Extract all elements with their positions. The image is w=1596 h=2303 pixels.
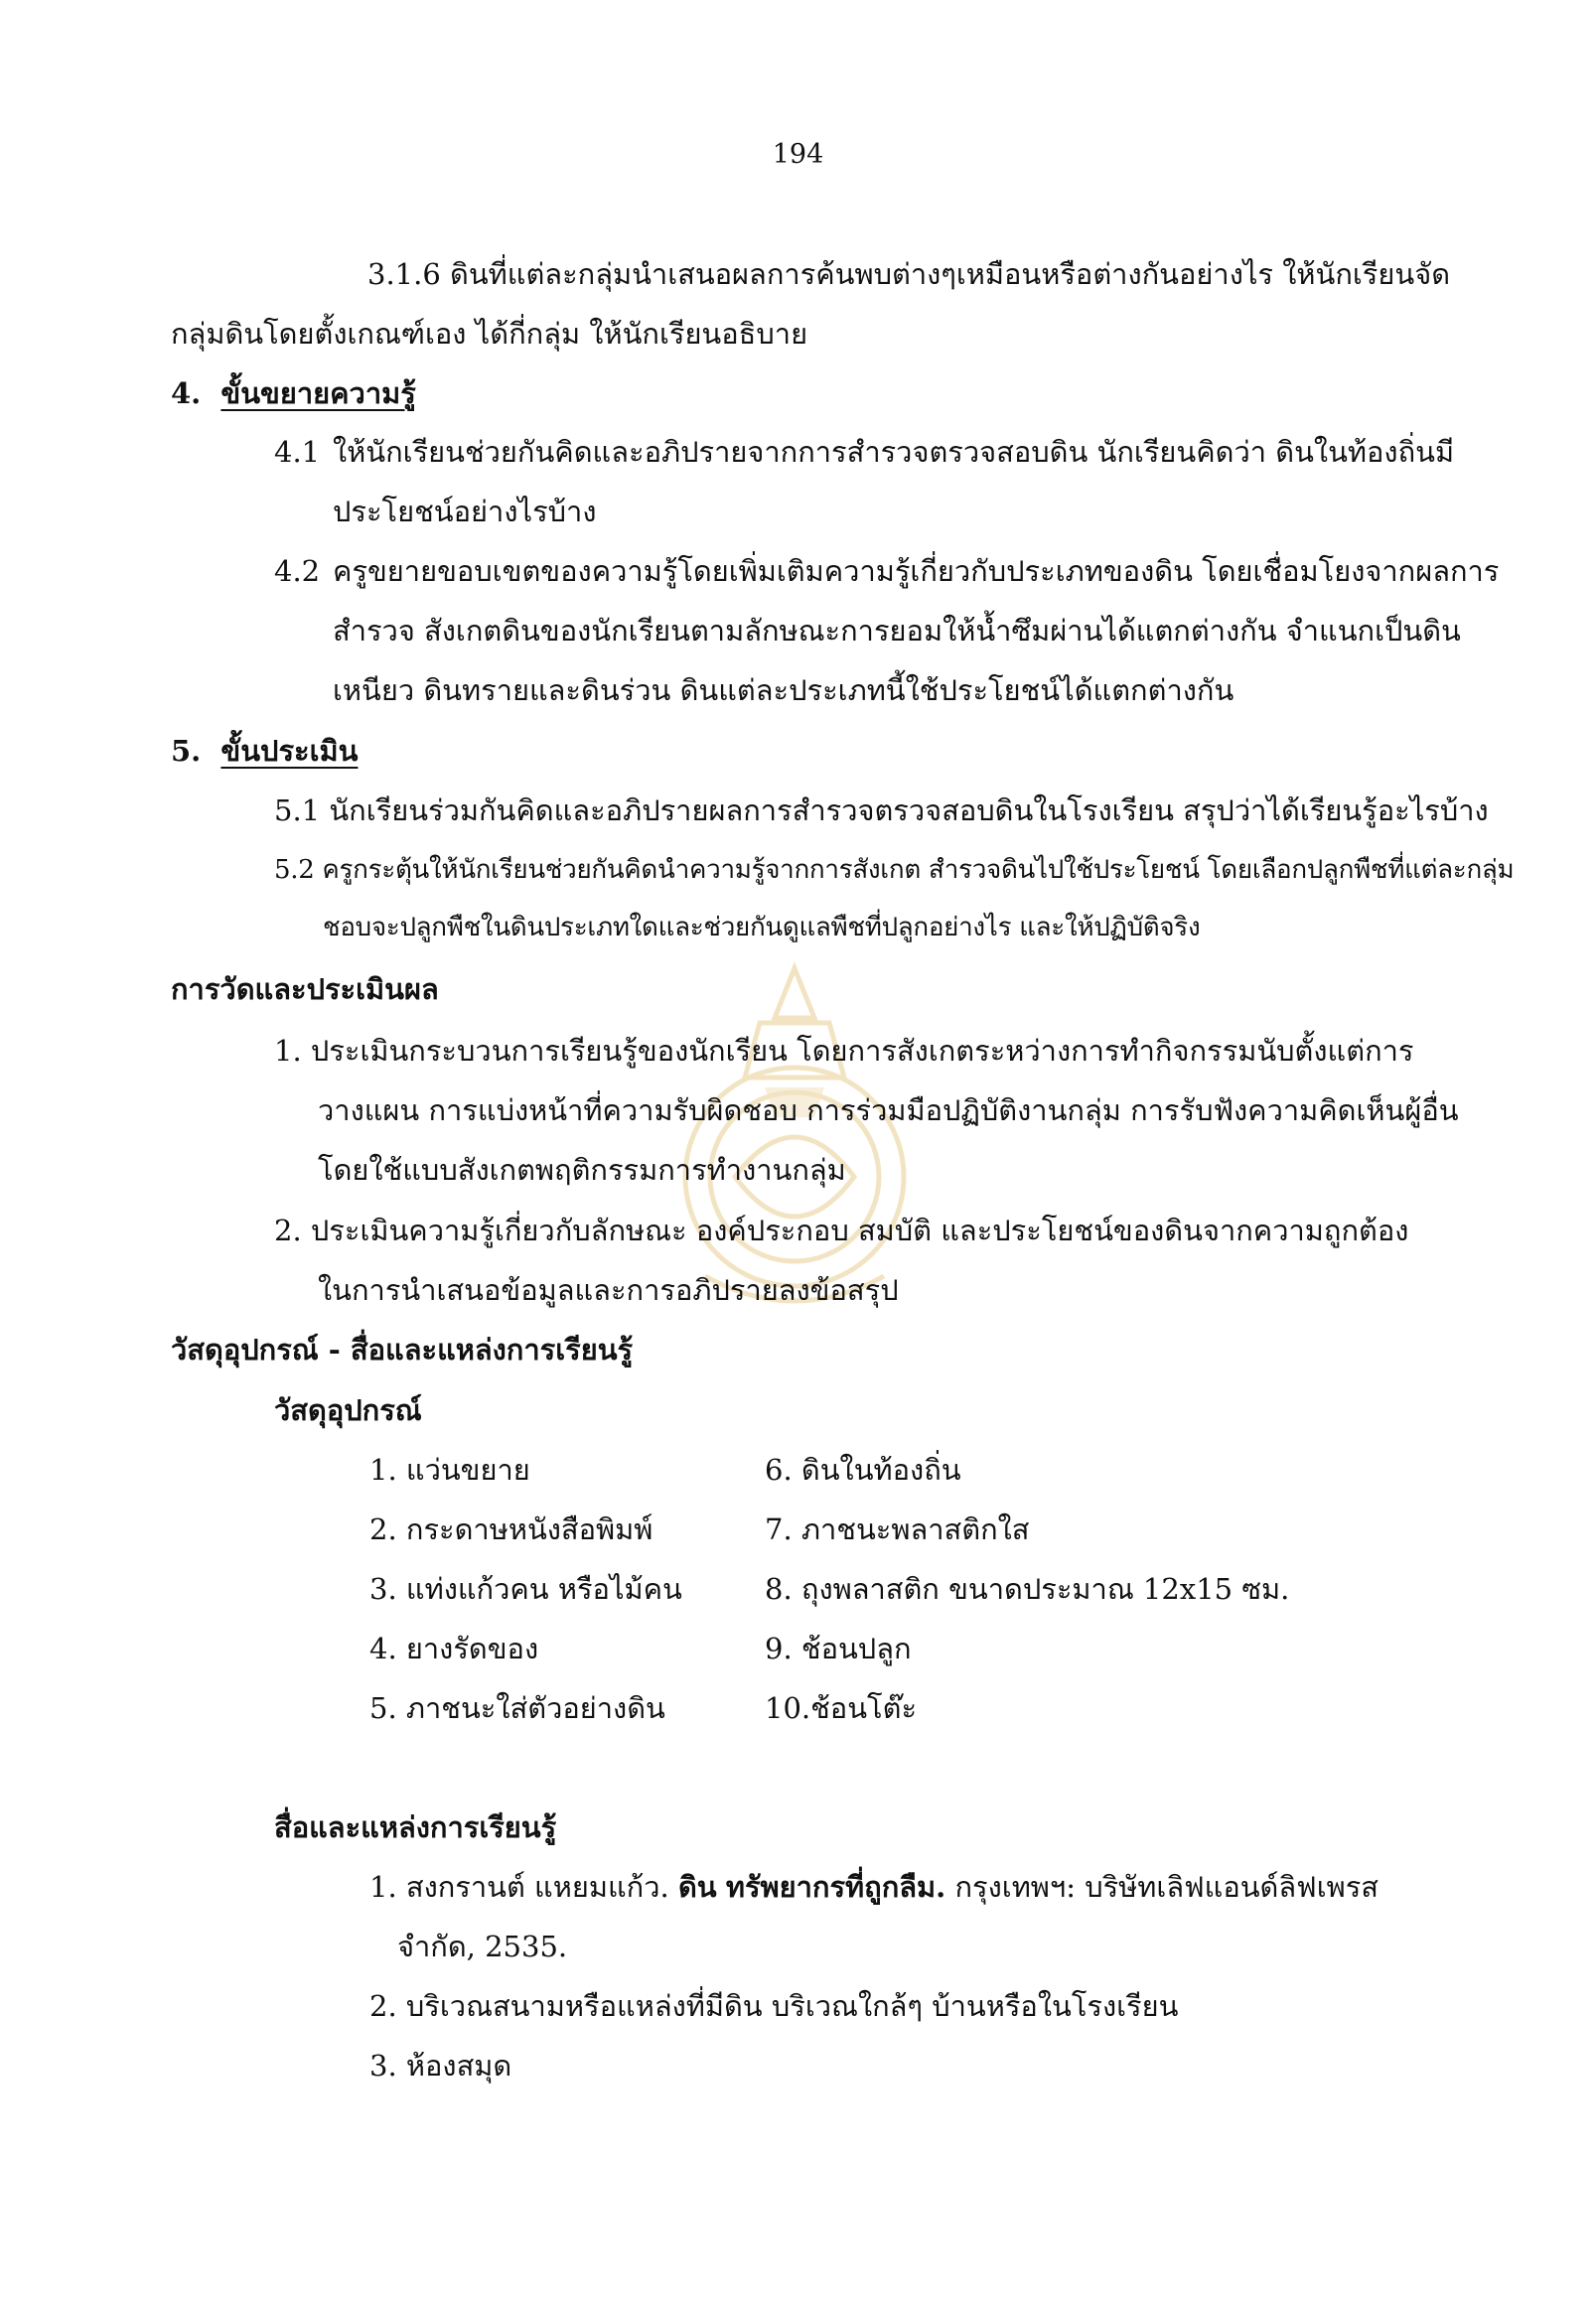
para-316-line1: 3.1.6 ดินที่แต่ละกลุ่มนำเสนอผลการค้นพบต่างๆเหมือนหรือต่างกันอย่างไร ให้นักเรียนจัด (367, 257, 1451, 291)
evaluation-heading: การวัดและประเมินผล (171, 972, 439, 1006)
page-number: 194 (772, 139, 824, 170)
item-42-line1: ครูขยายขอบเขตของความรู้โดยเพิ่มเติมความรู้เกี่ยวกับประเภทของดิน โดยเชื่อมโยงจากผลการ (333, 554, 1500, 588)
material-item-2: 2. กระดาษหนังสือพิมพ์ (369, 1512, 653, 1546)
item-41-line1: ให้นักเรียนช่วยกันคิดและอภิปรายจากการสำรวจตรวจสอบดิน นักเรียนคิดว่า ดินในท้องถิ่นมี (333, 435, 1455, 469)
item-52-line1: 5.2 ครูกระตุ้นให้นักเรียนช่วยกันคิดนำความรู้จากการสังเกต สำรวจดินไปใช้ประโยชน์ โดยเลือกปลูกพืชที่แต่ละกลุ่ม (274, 855, 1515, 885)
item-41-number: 4.1 (274, 435, 321, 469)
item-51: 5.1 นักเรียนร่วมกันคิดและอภิปรายผลการสำรวจตรวจสอบดินในโรงเรียน สรุปว่าได้เรียนรู้อะไรบ้าง (274, 793, 1489, 827)
source-1-author: 1. สงกรานต์ แหยมแก้ว. (369, 1870, 669, 1904)
material-item-4: 4. ยางรัดของ (369, 1632, 539, 1665)
step5-number: 5. (171, 734, 202, 768)
item-42-number: 4.2 (274, 554, 321, 588)
para-316-line2: กลุ่มดินโดยตั้งเกณฑ์เอง ได้กี่กลุ่ม ให้นักเรียนอธิบาย (171, 317, 808, 351)
eval-2-line1: 2. ประเมินความรู้เกี่ยวกับลักษณะ องค์ประกอบ สมบัติ และประโยชน์ของดินจากความถูกต้อง (274, 1214, 1409, 1247)
materials-subheading: วัสดุอุปกรณ์ (274, 1393, 422, 1427)
step5-heading (171, 733, 358, 769)
sources-heading: สื่อและแหล่งการเรียนรู้ (274, 1810, 557, 1844)
eval-1-line2: วางแผน การแบ่งหน้าที่ความรับผิดชอบ การร่วมมือปฏิบัติงานกลุ่ม การรับฟังความคิดเห็นผู้อื่น (318, 1093, 1459, 1127)
watermark-seal-icon (665, 948, 924, 1326)
material-item-3: 3. แท่งแก้วคน หรือไม้คน (369, 1572, 682, 1606)
source-1-publisher: กรุงเทพฯ: บริษัทเลิฟแอนด์ลิฟเพรส (954, 1870, 1379, 1904)
material-item-9: 9. ช้อนปลูก (765, 1632, 912, 1665)
source-1-title-b: ทรัพยากรที่ถูกลืม. (725, 1870, 946, 1904)
eval-2-line2: ในการนำเสนอข้อมูลและการอภิปรายลงข้อสรุป (318, 1273, 899, 1307)
source-3: 3. ห้องสมุด (369, 2049, 512, 2083)
eval-1-line3: โดยใช้แบบสังเกตพฤติกรรมการทำงานกลุ่ม (318, 1153, 846, 1187)
material-item-7: 7. ภาชนะพลาสติกใส (765, 1512, 1030, 1546)
materials-heading: วัสดุอุปกรณ์ - สื่อและแหล่งการเรียนรู้ (171, 1333, 634, 1367)
step4-title: ขั้นขยายความรู้ (220, 376, 416, 410)
material-item-6: 6. ดินในท้องถิ่น (765, 1453, 961, 1487)
source-1-line2: จำกัด, 2535. (397, 1930, 568, 1963)
source-2: 2. บริเวณสนามหรือแหล่งที่มีดิน บริเวณใกล้ๆ บ้านหรือในโรงเรียน (369, 1989, 1179, 2023)
item-42-line2: สำรวจ สังเกตดินของนักเรียนตามลักษณะการยอมให้น้ำซึมผ่านได้แตกต่างกัน จำแนกเป็นดิน (333, 614, 1461, 648)
material-item-5: 5. ภาชนะใส่ตัวอย่างดิน (369, 1691, 665, 1725)
material-item-8: 8. ถุงพลาสติก ขนาดประมาณ 12x15 ซม. (765, 1572, 1290, 1606)
source-1-line1 (369, 1869, 1378, 1905)
source-1-title-a: ดิน (677, 1870, 717, 1904)
item-52-line2: ชอบจะปลูกพืชในดินประเภทใดและช่วยกันดูแลพืชที่ปลูกอย่างไร และให้ปฏิบัติจริง (323, 913, 1201, 942)
step4-number: 4. (171, 376, 202, 410)
step5-title: ขั้นประเมิน (220, 734, 359, 768)
material-item-10: 10.ช้อนโต๊ะ (765, 1691, 918, 1725)
material-item-1: 1. แว่นขยาย (369, 1453, 530, 1487)
item-41-line2: ประโยชน์อย่างไรบ้าง (333, 495, 597, 528)
eval-1-line1: 1. ประเมินกระบวนการเรียนรู้ของนักเรียน โดยการสังเกตระหว่างการทำกิจกรรมนับตั้งแต่การ (274, 1034, 1414, 1068)
item-42-line3: เหนียว ดินทรายและดินร่วน ดินแต่ละประเภทนี้ใช้ประโยชน์ได้แตกต่างกัน (333, 673, 1234, 707)
step4-heading (171, 375, 416, 411)
